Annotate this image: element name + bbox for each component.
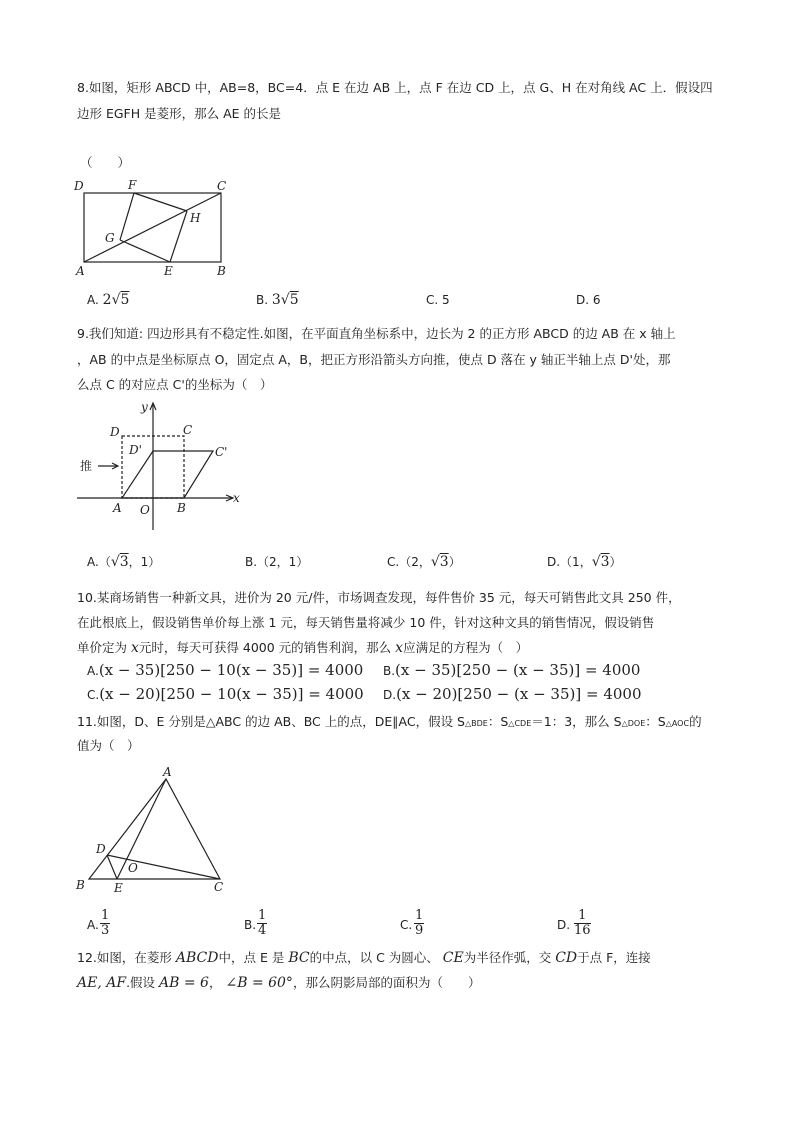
- q9-label-o: O: [140, 503, 150, 517]
- q11-line1b: ：S: [487, 714, 509, 729]
- q9-label-d: D: [110, 425, 120, 439]
- q12-line1d: 为半径作弧，交: [463, 950, 552, 965]
- q9-option-a-pre: A.（: [87, 555, 111, 569]
- q11-option-a-fraction[interactable]: [100, 909, 110, 938]
- radical-icon: √: [280, 292, 290, 308]
- q10-line1: 10.某商场销售一种新文具，进价为 20 元/件，市场调查发现，每件售价 35 元，每天可销售此文具 250 件，: [77, 590, 681, 605]
- q11-option-d-num: 1: [574, 909, 591, 924]
- q11-option-c-den: 9: [415, 923, 424, 938]
- q11-line1c: ＝1：3，那么 S: [531, 714, 622, 729]
- q8-option-a-label: A.: [87, 293, 103, 307]
- q8-label-a: A: [76, 264, 85, 278]
- q12-line2a: .假设: [126, 975, 156, 990]
- q11-option-a-num: 1: [101, 908, 110, 923]
- q11-segment-de: [107, 855, 117, 879]
- q10-line2: 在此根底上，假设销售单价每上涨 1 元，每天销售量将减少 10 件，针对这种文具的销售情况，假设销售: [77, 615, 655, 630]
- q9-label-c: C: [183, 423, 193, 437]
- q9-option-b[interactable]: B.（2，1）: [245, 555, 309, 569]
- q12-line2b: ，: [208, 975, 222, 990]
- q9-line3: 么点 C 的对应点 C'的坐标为（ ）: [77, 377, 273, 392]
- q11-option-b-label[interactable]: B.: [244, 918, 257, 932]
- q10-line3c: 应满足的方程为（ ）: [403, 640, 529, 655]
- q11-option-d-label[interactable]: D.: [557, 918, 571, 932]
- q10-var-x2: x: [395, 640, 404, 656]
- radical-icon: √: [111, 292, 121, 308]
- q12-line2: [77, 973, 480, 993]
- q11-label-a: A: [163, 765, 172, 779]
- q8-option-d[interactable]: D. 6: [576, 293, 601, 307]
- q8-option-c[interactable]: C. 5: [426, 293, 450, 307]
- radical-icon: √: [110, 554, 120, 570]
- q9-label-b: B: [177, 501, 186, 515]
- q8-label-e: E: [164, 264, 173, 278]
- q11-option-a-den: 3: [101, 923, 110, 938]
- q9-option-c-post: ）: [448, 555, 461, 569]
- q9-option-d-rad: 3: [600, 554, 610, 570]
- q8-label-f: F: [128, 178, 137, 192]
- q8-label-c: C: [217, 179, 227, 193]
- q12-line1: [77, 948, 651, 968]
- q11-triangle-abc: [89, 779, 220, 879]
- q11-line1e: 的: [689, 714, 702, 729]
- q8-label-d: D: [74, 179, 84, 193]
- q9-label-x: x: [233, 491, 240, 505]
- q11-option-b-num: 1: [258, 908, 267, 923]
- q11-segment-dc: [107, 855, 220, 879]
- q11-label-d: D: [96, 842, 106, 856]
- q9-label-push: 推: [80, 459, 93, 473]
- q11-line2: 值为（ ）: [77, 738, 140, 753]
- q10-option-c-label: C.: [87, 688, 100, 702]
- q11-sub3: △DOE: [621, 719, 646, 728]
- q10-option-d-eq: (x − 20)[250 − (x − 35)] = 4000: [396, 685, 642, 703]
- q11-option-c-num: 1: [415, 908, 424, 923]
- q9-line2: ，AB 的中点是坐标原点 O，固定点 A，B，把正方形沿箭头方向推，使点 D 落在 y 轴正半轴上点 D'处，那: [77, 352, 671, 367]
- q8-line2: 边形 EGFH 是菱形，那么 AE 的长是: [77, 106, 282, 121]
- q10-line3a: 单价定为: [77, 640, 128, 655]
- q10-option-c-eq: (x − 20)[250 − 10(x − 35)] = 4000: [99, 685, 364, 703]
- q12-math-ce: CE: [442, 950, 464, 966]
- q11-label-b: B: [76, 878, 85, 892]
- q10-option-d-label: D.: [383, 688, 397, 702]
- q12-line1c: 的中点，以 C 为圆心、: [309, 950, 439, 965]
- q8-option-b-coef: 3: [271, 292, 281, 308]
- q9-label-dprime: D': [129, 443, 142, 457]
- q12-math-cd: CD: [555, 950, 578, 966]
- radical-icon: √: [591, 554, 601, 570]
- q11-segment-ae: [117, 779, 166, 879]
- q11-sub1: △BDE: [465, 719, 488, 728]
- q12-math-ae-af: AE, AF: [77, 975, 127, 991]
- q10-option-a-eq: (x − 35)[250 − 10(x − 35)] = 4000: [98, 661, 364, 679]
- q11-option-a-label[interactable]: A.: [87, 918, 99, 932]
- q12-math-ab: AB = 6: [159, 975, 209, 991]
- q11-option-d-fraction[interactable]: [574, 909, 591, 938]
- q9-option-a-rad: 3: [119, 554, 129, 570]
- q8-option-a-coef: 2: [102, 292, 112, 308]
- q12-line2c: ，那么阴影局部的面积为（ ）: [292, 975, 481, 990]
- q11-sub2: △CDE: [508, 719, 532, 728]
- q8-line1: 8.如图，矩形 ABCD 中，AB=8，BC=4．点 E 在边 AB 上，点 F 在边 CD 上，点 G、H 在对角线 AC 上．假设四: [77, 80, 713, 95]
- q11-sub4: △AOC: [665, 719, 690, 728]
- q10-line3b: 元时，每天可获得 4000 元的销售利润，那么: [138, 640, 392, 655]
- q11-label-c: C: [214, 880, 224, 894]
- q10-option-b-eq: (x − 35)[250 − (x − 35)] = 4000: [395, 661, 641, 679]
- q11-option-c-fraction[interactable]: [414, 909, 424, 938]
- radical-icon: √: [430, 554, 440, 570]
- q8-label-g: G: [105, 231, 115, 245]
- q10-option-a-label: A.: [87, 664, 99, 678]
- q9-label-cprime: C': [215, 445, 228, 459]
- q11-line1a: 11.如图，D、E 分别是△ABC 的边 AB、BC 上的点，DE∥AC，假设 S: [77, 714, 465, 729]
- q12-line1a: 12.如图，在菱形: [77, 950, 172, 965]
- q11-label-e: E: [114, 881, 123, 895]
- q11-option-b-fraction[interactable]: [257, 909, 267, 938]
- q12-math-abcd: ABCD: [175, 950, 219, 966]
- q12-math-bc: BC: [288, 950, 310, 966]
- q11-option-c-label[interactable]: C.: [400, 918, 413, 932]
- q8-label-h: H: [190, 211, 201, 225]
- q8-label-b: B: [217, 264, 226, 278]
- q11-line1d: ：S: [645, 714, 666, 729]
- q9-label-y: y: [141, 400, 148, 414]
- q9-line1: 9.我们知道: 四边形具有不稳定性.如图，在平面直角坐标系中，边长为 2 的正方形 ABCD 的边 AB 在 x 轴上: [77, 326, 676, 341]
- q12-line1b: 中，点 E 是: [218, 950, 285, 965]
- q11-option-d-den: 16: [574, 923, 591, 938]
- q9-option-a-post: ，1）: [128, 555, 161, 569]
- q8-option-b-label: B.: [256, 293, 272, 307]
- q8-bracket: （ ）: [80, 155, 131, 170]
- q10-option-b-label: B.: [383, 664, 396, 678]
- q11-label-o: O: [128, 861, 138, 875]
- q8-option-b-rad: 5: [289, 292, 299, 308]
- q9-label-a: A: [113, 501, 122, 515]
- q12-line1e: 于点 F，连接: [577, 950, 651, 965]
- q11-option-b-den: 4: [258, 923, 267, 938]
- q9-option-d-post: ）: [609, 555, 622, 569]
- q9-option-d-pre: D.（1，: [547, 555, 592, 569]
- q10-var-x: x: [131, 640, 139, 656]
- q8-option-a-rad: 5: [120, 292, 130, 308]
- q9-option-c-pre: C.（2，: [387, 555, 431, 569]
- q12-math-angle-b: ∠B = 60°: [225, 975, 293, 991]
- q9-option-c-rad: 3: [439, 554, 449, 570]
